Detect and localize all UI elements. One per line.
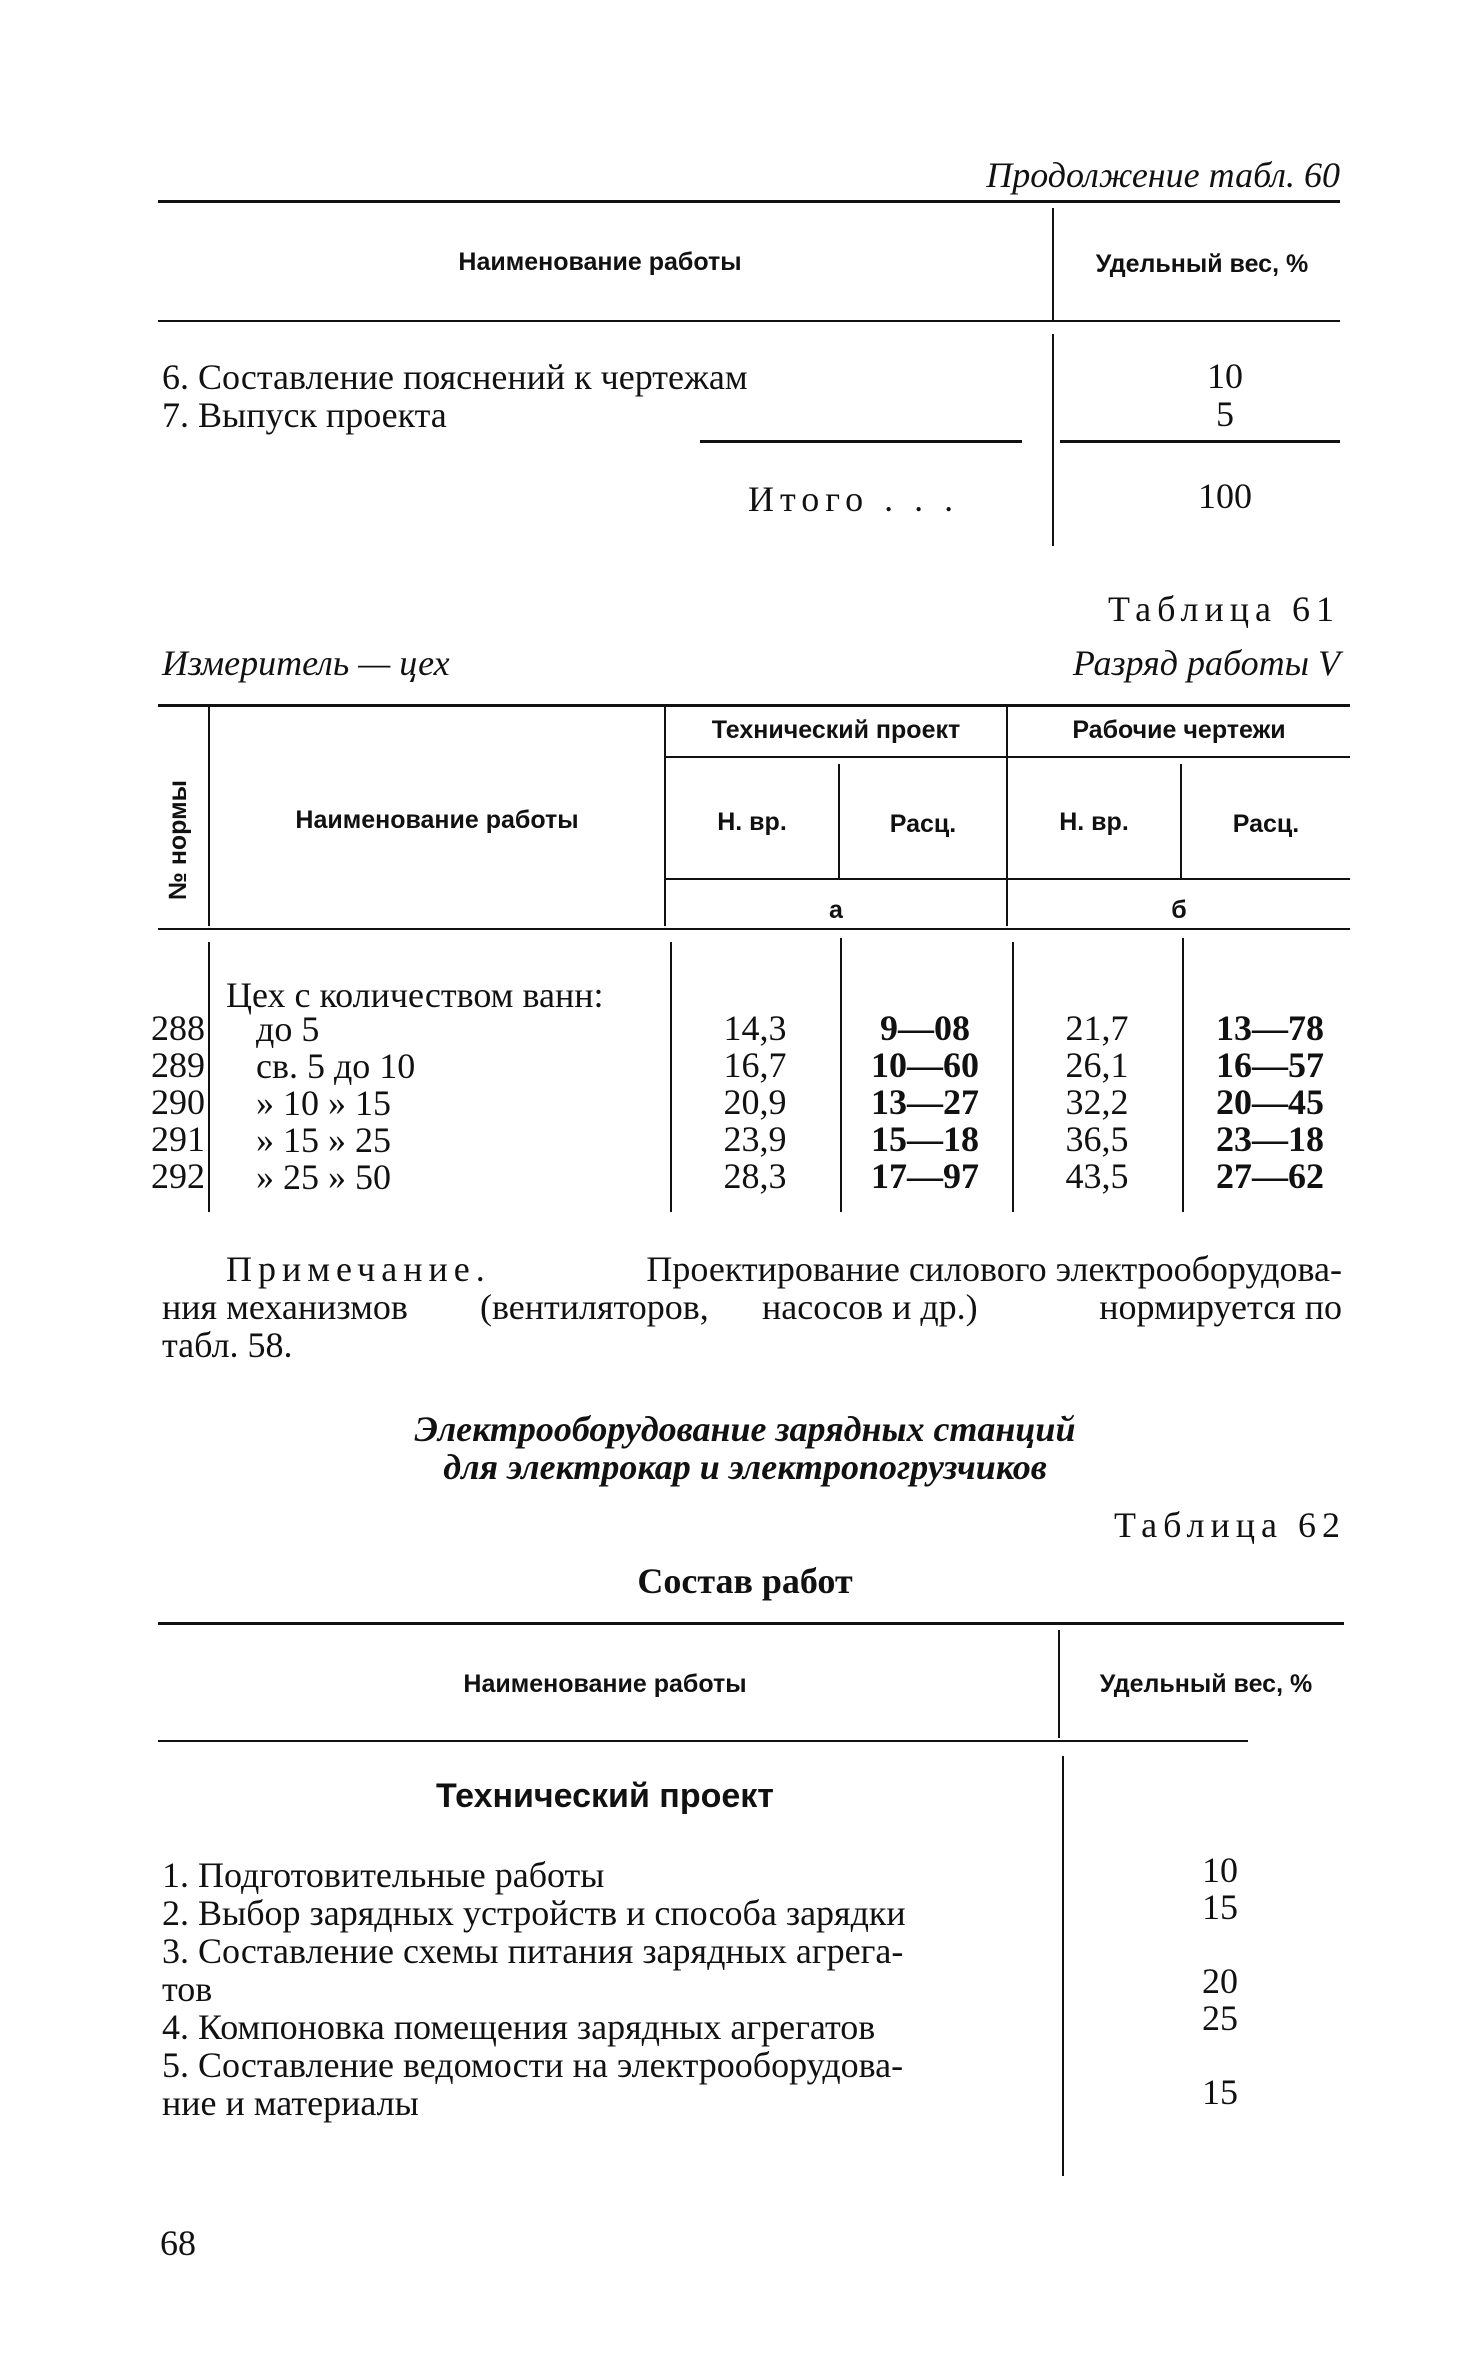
note-line-2d: нормируется по — [1099, 1287, 1342, 1327]
table61-row-no: 291 — [151, 1119, 205, 1159]
table60-sum-rule-right — [1060, 440, 1340, 443]
table61-row-rc-nvr: 32,2 — [1065, 1082, 1129, 1122]
table61-group-label: Цех с количеством ванн: — [226, 975, 604, 1015]
table60-header-weight: Удельный вес, % — [1095, 250, 1309, 278]
table61-row-no: 288 — [151, 1008, 205, 1048]
table61-row-tp-nvr: 14,3 — [723, 1008, 787, 1048]
table62-header-divider — [1058, 1630, 1060, 1738]
table61-sub-rule — [666, 878, 1350, 880]
section-heading-line-2: для электрокар и электропогрузчиков — [443, 1447, 1047, 1487]
table61-body-v3 — [840, 938, 842, 1212]
note-label: Примечание. — [226, 1249, 491, 1289]
table62-header-weight: Удельный вес, % — [1099, 1670, 1313, 1698]
table62-row-line: 5. Составление ведомости на электрооборудова- — [162, 2045, 904, 2085]
table60-row-6-value: 10 — [1207, 356, 1243, 396]
table61-top-rule — [158, 704, 1350, 707]
table61-row-tp-nvr: 20,9 — [723, 1082, 787, 1122]
table61-row-rc-nvr: 36,5 — [1065, 1119, 1129, 1159]
table61-header-tech-nvr: Н. вр. — [717, 808, 787, 836]
table61-row-tp-nvr: 28,3 — [723, 1156, 787, 1196]
table61-body-v4 — [1012, 942, 1014, 1212]
table61-header-norm: № нормы — [164, 780, 192, 900]
table62-row-value: 20 — [1202, 1961, 1238, 2001]
table60-top-rule — [158, 200, 1340, 203]
table61-header-work-rasc: Расц. — [1232, 810, 1300, 838]
table60-total-value: 100 — [1198, 476, 1252, 516]
table61-row-rc-rasc: 16—57 — [1216, 1045, 1324, 1085]
table60-sum-rule-left — [700, 440, 1022, 443]
table62-row-line: ние и материалы — [162, 2083, 419, 2123]
note-line-2b: (вентиляторов, — [480, 1287, 709, 1327]
note-line-2c: насосов и др.) — [762, 1287, 978, 1327]
table61-body-v5 — [1182, 938, 1184, 1212]
table62-group-label: Технический проект — [436, 1777, 774, 1815]
table60-body-divider — [1052, 334, 1054, 546]
table61-row-name: св. 5 до 10 — [256, 1046, 416, 1086]
table61-row-tp-rasc: 13—27 — [871, 1082, 979, 1122]
table61-header-work: Рабочие чертежи — [1072, 716, 1286, 744]
page-number: 68 — [160, 2223, 196, 2263]
table61-header-rule — [158, 928, 1350, 930]
table61-row-name: » 25 » 50 — [256, 1157, 391, 1197]
table61-body-v2 — [670, 942, 672, 1212]
table61-row-tp-rasc: 9—08 — [880, 1008, 970, 1048]
table62-row-value: 15 — [1202, 1887, 1238, 1927]
table60-header-divider — [1052, 208, 1054, 320]
table60-row-7-value: 5 — [1216, 394, 1234, 434]
table60-total-label: Итого . . . — [748, 479, 960, 519]
table61-body-v1 — [208, 942, 210, 1212]
table62-row-value: 10 — [1202, 1850, 1238, 1890]
table60-continuation-caption: Продолжение табл. 60 — [986, 155, 1340, 195]
table62-row-line: тов — [162, 1969, 213, 2009]
table62-header-rule — [158, 1740, 1248, 1742]
table61-row-no: 292 — [151, 1156, 205, 1196]
table61-header-name: Наименование работы — [295, 806, 579, 834]
table61-group-rule — [666, 756, 1350, 758]
table62-title: Таблица 62 — [1114, 1505, 1346, 1545]
note-line-3: табл. 58. — [162, 1325, 293, 1365]
table60-row-7-name: 7. Выпуск проекта — [162, 395, 447, 435]
table61-header-work-nvr: Н. вр. — [1059, 808, 1129, 836]
table61-row-tp-rasc: 10—60 — [871, 1045, 979, 1085]
table62-subtitle: Состав работ — [637, 1561, 853, 1601]
table61-row-rc-rasc: 27—62 — [1216, 1156, 1324, 1196]
table61-grade: Разряд работы V — [1072, 643, 1340, 683]
table61-row-name: » 15 » 25 — [256, 1120, 391, 1160]
table62-header-name: Наименование работы — [463, 1670, 747, 1698]
table61-row-tp-nvr: 23,9 — [723, 1119, 787, 1159]
table61-row-tp-rasc: 17—97 — [871, 1156, 979, 1196]
table60-header-name: Наименование работы — [458, 248, 742, 276]
table62-row-line: 3. Составление схемы питания зарядных агрега- — [162, 1931, 904, 1971]
note-line-1-text: Проектирование силового электрооборудова- — [646, 1249, 1342, 1289]
table61-row-rc-rasc: 23—18 — [1216, 1119, 1324, 1159]
section-heading-line-1: Электрооборудование зарядных станций — [414, 1409, 1076, 1449]
table61-row-tp-rasc: 15—18 — [871, 1119, 979, 1159]
note-line-1 — [226, 1250, 1342, 1288]
table62-row-line: 1. Подготовительные работы — [162, 1855, 605, 1895]
table61-row-rc-rasc: 13—78 — [1216, 1008, 1324, 1048]
table62-row-value: 15 — [1202, 2072, 1238, 2112]
table62-row-line: 2. Выбор зарядных устройств и способа зарядки — [162, 1893, 906, 1933]
table62-top-rule — [158, 1622, 1344, 1625]
table61-row-rc-nvr: 21,7 — [1065, 1008, 1129, 1048]
table61-row-no: 289 — [151, 1045, 205, 1085]
table61-meter: Измеритель — цех — [162, 643, 450, 683]
note-line-2a: ния механизмов — [162, 1287, 408, 1327]
table60-row-6-name: 6. Составление пояснений к чертежам — [162, 357, 748, 397]
table61-row-name: до 5 — [256, 1009, 320, 1049]
table62-row-line: 4. Компоновка помещения зарядных агрегатов — [162, 2007, 876, 2047]
table61-title: Таблица 61 — [1108, 589, 1340, 629]
table61-header-tech: Технический проект — [711, 716, 961, 744]
table60-header-rule — [158, 320, 1340, 322]
table61-row-name: » 10 » 15 — [256, 1083, 391, 1123]
table61-header-tech-rasc: Расц. — [889, 810, 957, 838]
table62-body-divider — [1062, 1756, 1064, 2176]
table61-row-rc-rasc: 20—45 — [1216, 1082, 1324, 1122]
table62-row-value: 25 — [1202, 1998, 1238, 2038]
table61-sub-a: а — [829, 896, 843, 924]
note-line-2 — [162, 1288, 1342, 1326]
table61-row-no: 290 — [151, 1082, 205, 1122]
table61-sub-b: б — [1171, 896, 1187, 924]
table61-row-tp-nvr: 16,7 — [723, 1045, 787, 1085]
table61-row-rc-nvr: 43,5 — [1065, 1156, 1129, 1196]
table61-row-rc-nvr: 26,1 — [1065, 1045, 1129, 1085]
